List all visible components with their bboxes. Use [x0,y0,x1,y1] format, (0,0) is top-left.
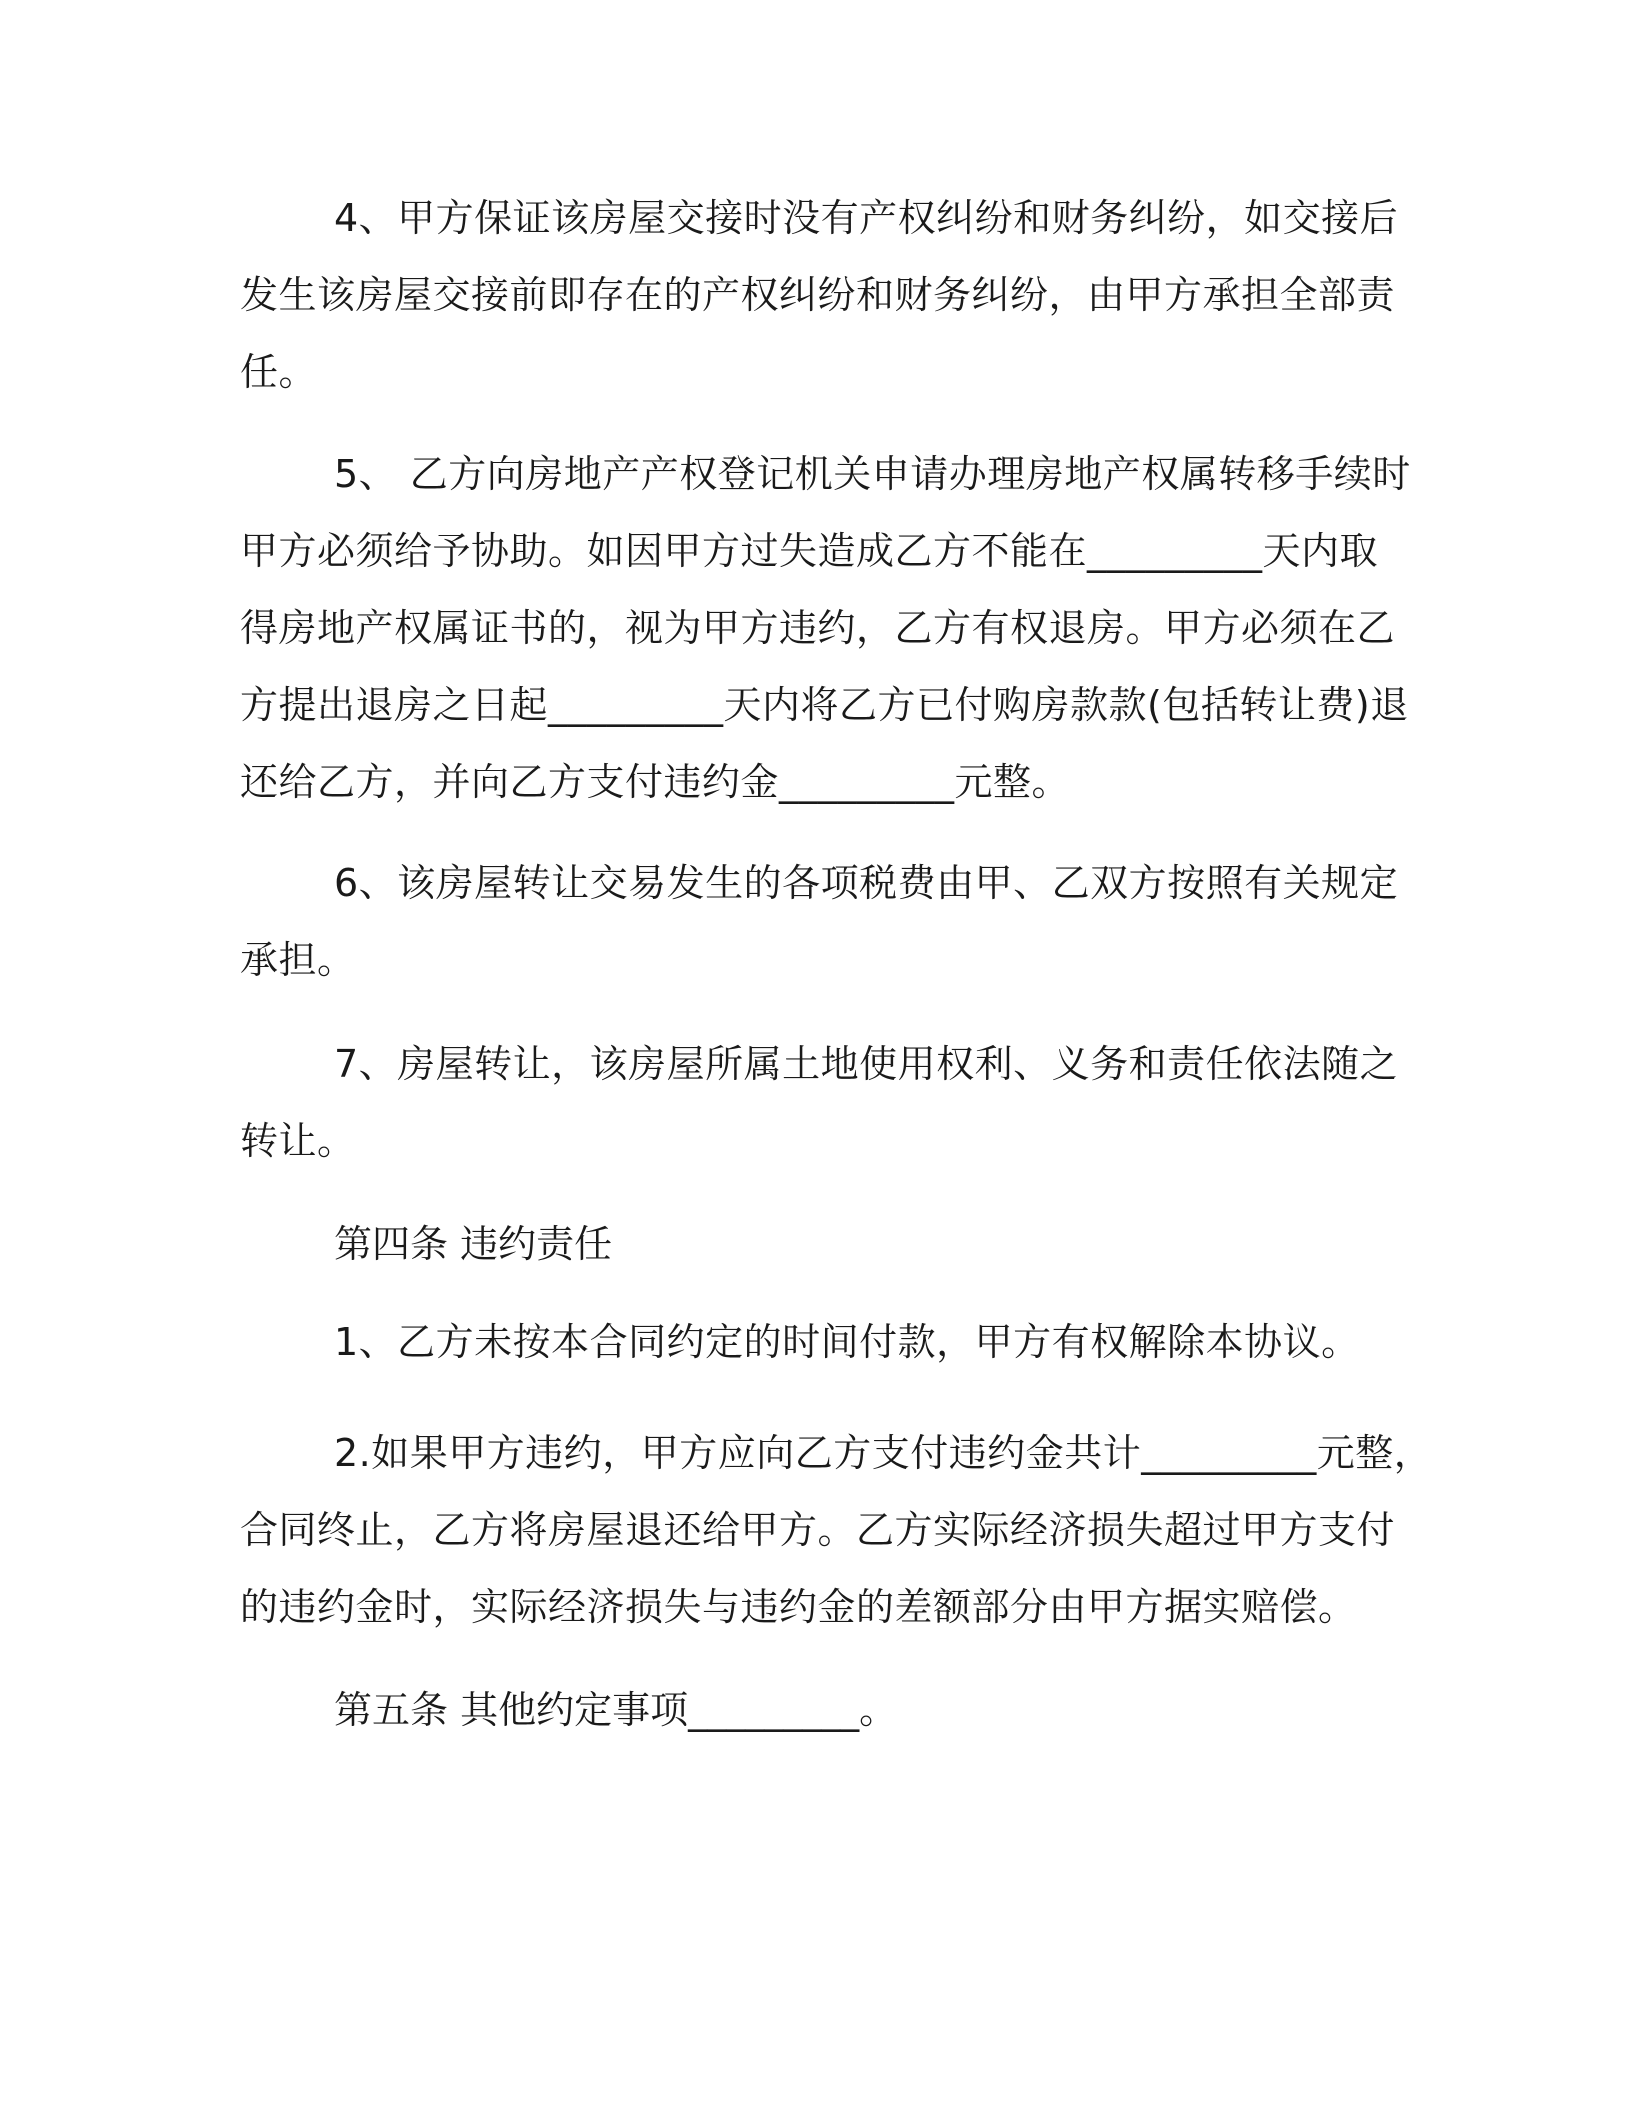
clause-6-line-1: 6、该房屋转让交易发生的各项税费由甲、乙双方按照有关规定 [334,861,1399,905]
article-4-item-1-paragraph [240,1304,1400,1381]
article-4-item-2-line-1: 2.如果甲方违约，甲方应向乙方支付违约金共计_________元整， [334,1431,1433,1475]
clause-7-line-2: 转让。 [240,1119,356,1163]
clause-6-line-2: 承担。 [240,938,356,982]
clause-7-paragraph [240,1026,1400,1180]
clause-5-line-4: 方提出退房之日起_________天内将乙方已付购房款款(包括转让费)退 [240,683,1409,727]
clause-4-line-1: 4、甲方保证该房屋交接时没有产权纠纷和财务纠纷，如交接后 [334,196,1399,240]
article-4-item-1-line-1: 1、乙方未按本合同约定的时间付款，甲方有权解除本协议。 [334,1320,1360,1364]
clause-4-paragraph [240,180,1400,411]
clause-5-line-2: 甲方必须给予协助。如因甲方过失造成乙方不能在_________天内取 [240,529,1379,573]
clause-4-line-2: 发生该房屋交接前即存在的产权纠纷和财务纠纷，由甲方承担全部责 [240,273,1396,317]
clause-6-paragraph [240,845,1400,999]
clause-5-paragraph [240,436,1411,821]
clause-5-line-3: 得房地产权属证书的，视为甲方违约，乙方有权退房。甲方必须在乙 [240,606,1396,650]
article-4-item-2-line-2: 合同终止，乙方将房屋退还给甲方。乙方实际经济损失超过甲方支付 [240,1508,1396,1552]
article-4-heading: 第四条 违约责任 [334,1222,613,1266]
article-5-heading: 第五条 其他约定事项_________。 [334,1688,898,1732]
article-4-item-2-line-3: 的违约金时，实际经济损失与违约金的差额部分由甲方据实赔偿。 [240,1585,1357,1629]
clause-5-line-1: 5、 乙方向房地产产权登记机关申请办理房地产权属转移手续时 [334,452,1411,496]
article-4-item-2-paragraph [240,1415,1433,1646]
clause-5-line-5: 还给乙方，并向乙方支付违约金_________元整。 [240,760,1071,804]
clause-7-line-1: 7、房屋转让，该房屋所属土地使用权利、义务和责任依法随之 [334,1042,1399,1086]
clause-4-line-3: 任。 [240,350,318,394]
